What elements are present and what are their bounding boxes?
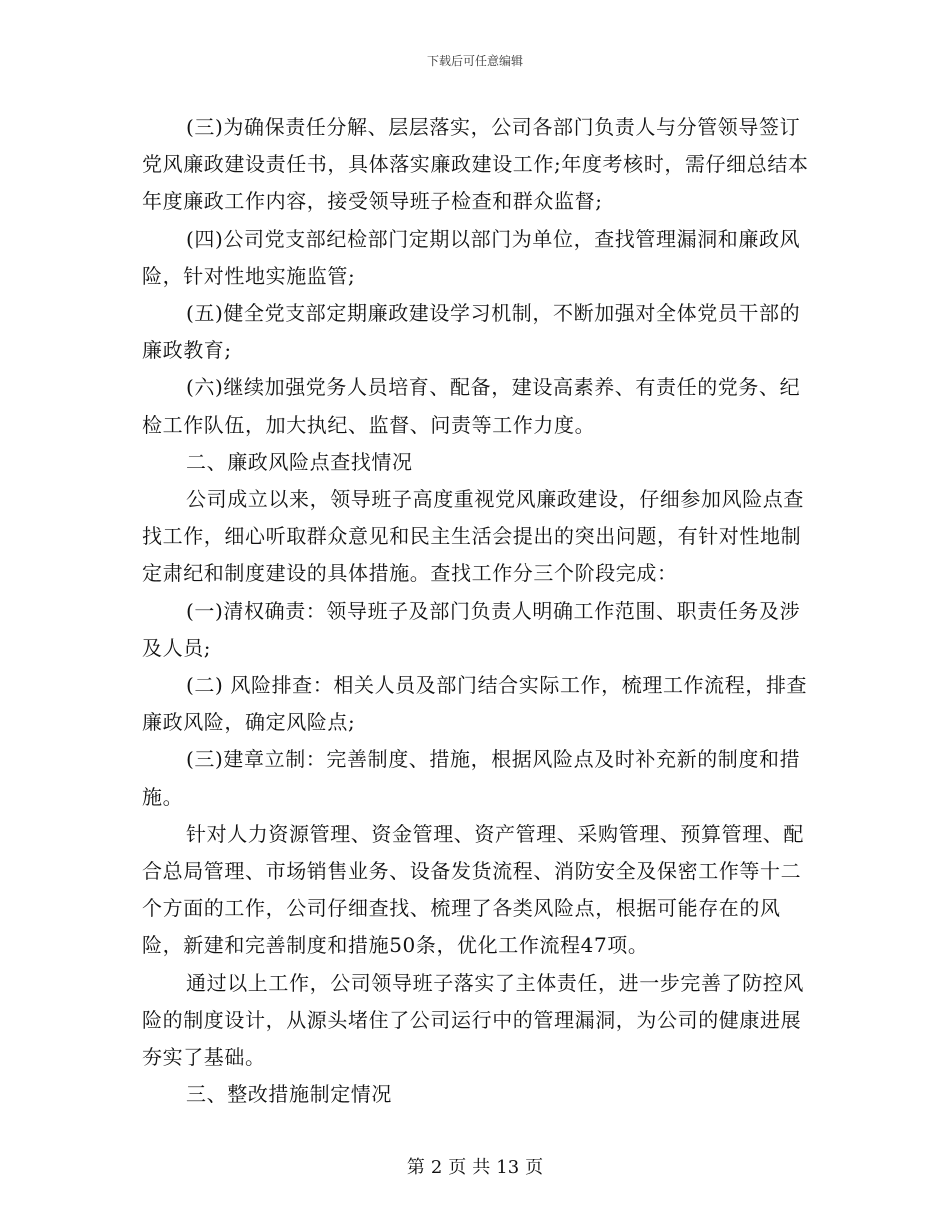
paragraph-stage-two: (二) 风险排查：相关人员及部门结合实际工作，梳理工作流程，排查廉政风险，确定风险点; [142, 673, 808, 735]
paragraph-stage-three: (三)建章立制：完善制度、措施，根据风险点及时补充新的制度和措施。 [142, 747, 801, 809]
page-header-note: 下载后可任意编辑 [426, 54, 523, 68]
paragraph-discipline-inspection: (四)公司党支部纪检部门定期以部门为单位，查找管理漏洞和廉政风险，针对性地实施监管; [142, 226, 801, 288]
footer-label-page: 页 [448, 1157, 467, 1178]
paragraph-summary: 通过以上工作，公司领导班子落实了主体责任，进一步完善了防控风险的制度设计，从源头堵住了公司运行中的管理漏洞，为公司的健康进展夯实了基础。 [142, 970, 804, 1070]
footer-total-pages: 13 [496, 1157, 520, 1178]
paragraph-stage-one: (一)清权确责：领导班子及部门负责人明确工作范围、职责任务及涉及人员; [142, 598, 801, 660]
footer-label-prefix: 第 [406, 1157, 425, 1178]
page-footer [0, 1153, 950, 1179]
section-heading-rectification: 三、整改措施制定情况 [186, 1082, 392, 1107]
document-body [142, 109, 812, 1113]
paragraph-responsibility-breakdown: (三)为确保责任分解、层层落实，公司各部门负责人与分管领导签订党风廉政建设责任书，具体落实廉政建设工作;年度考核时，需仔细总结本年度廉政工作内容，接受领导班子检查和群众监督; [142, 115, 809, 214]
footer-page-number: 2 [430, 1157, 443, 1178]
paragraph-risk-areas: 针对人力资源管理、资金管理、资产管理、采购管理、预算管理、配合总局管理、市场销售业务、设备发货流程、消防安全及保密工作等十二个方面的工作，公司仔细查找、梳理了各类风险点，根据可能存在的风险，新建和完善制度和措施50条，优化工作流程47项。 [142, 821, 804, 958]
footer-label-total: 共 [472, 1157, 491, 1178]
paragraph-risk-finding-intro: 公司成立以来，领导班子高度重视党风廉政建设，仔细参加风险点查找工作，细心听取群众意见和民主生活会提出的突出问题，有针对性地制定肃纪和制度建设的具体措施。查找工作分三个阶段完成： [142, 487, 804, 586]
paragraph-staff-training: (六)继续加强党务人员培育、配备，建设高素养、有责任的党务、纪检工作队伍，加大执纪、监督、问责等工作力度。 [142, 375, 801, 437]
paragraph-study-mechanism: (五)健全党支部定期廉政建设学习机制，不断加强对全体党员干部的廉政教育; [142, 301, 801, 363]
section-heading-risk-finding: 二、廉政风险点查找情况 [186, 449, 413, 474]
footer-label-suffix: 页 [525, 1157, 544, 1178]
